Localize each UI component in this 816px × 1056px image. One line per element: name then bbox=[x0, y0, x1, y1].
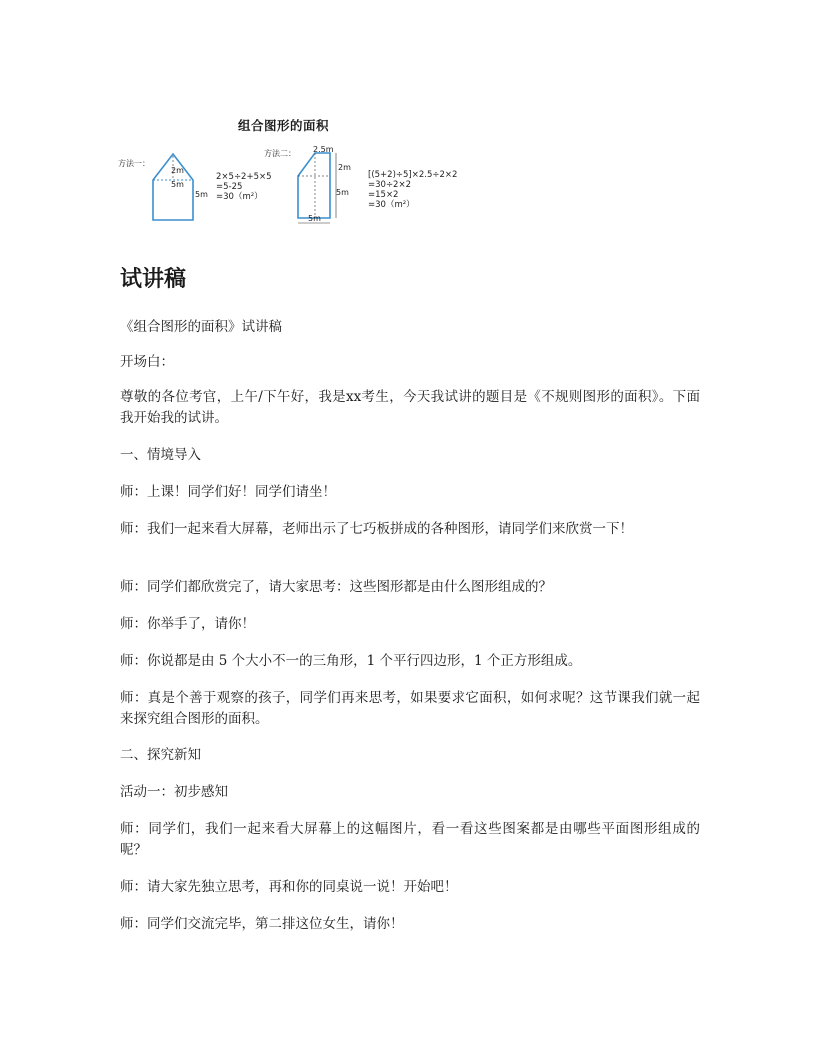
method2-calc-line: =15×2 bbox=[368, 190, 399, 200]
figure-title: 组合图形的面积 bbox=[238, 118, 330, 133]
paragraph: 师：上课！同学们好！同学们请坐！ bbox=[120, 484, 336, 500]
activity-label: 活动一：初步感知 bbox=[120, 784, 228, 800]
lesson-title: 《组合图形的面积》试讲稿 bbox=[120, 319, 282, 335]
opening-label: 开场白： bbox=[120, 354, 174, 370]
house-outline bbox=[298, 153, 330, 218]
method1-dim-middle: 5m bbox=[171, 180, 184, 189]
paragraph: 尊敬的各位考官，上午/下午好，我是xx考生，今天我试讲的题目是《不规则图形的面积》。下面我开始我的试讲。 bbox=[120, 389, 700, 426]
method2-calc-line: =30（m²） bbox=[368, 200, 415, 210]
method2-dim-right-top: 2m bbox=[338, 163, 351, 172]
paragraph: 师：请大家先独立思考，再和你的同桌说一说！开始吧！ bbox=[120, 879, 458, 895]
method1-calc bbox=[216, 172, 272, 202]
method2-dim-top: 2.5m bbox=[313, 145, 334, 154]
method2-dim-bottom: 5m bbox=[308, 214, 321, 223]
method2-calc-line: =30÷2×2 bbox=[368, 180, 411, 190]
method2-calc-line: [(5+2)÷5]×2.5÷2×2 bbox=[368, 170, 458, 180]
method1-dim-side: 5m bbox=[195, 190, 208, 199]
paragraph: 师：你说都是由 5 个大小不一的三角形，1 个平行四边形，1 个正方形组成。 bbox=[120, 653, 582, 669]
method2-label: 方法二： bbox=[264, 149, 296, 158]
method1-dim-top: 2m bbox=[171, 166, 184, 175]
composite-area-figure bbox=[118, 108, 468, 228]
section-heading: 一、情境导入 bbox=[120, 447, 201, 463]
paragraph: 师：你举手了，请你！ bbox=[120, 616, 255, 632]
section-heading: 二、探究新知 bbox=[120, 747, 201, 763]
paragraph: 师：同学们交流完毕，第二排这位女生，请你！ bbox=[120, 916, 404, 932]
method1-calc-line: =5-25 bbox=[216, 182, 243, 192]
paragraph: 师：同学们都欣赏完了，请大家思考：这些图形都是由什么图形组成的？ bbox=[120, 579, 552, 595]
method1-calc-line: 2×5÷2+5×5 bbox=[216, 172, 272, 182]
method1-label: 方法一： bbox=[118, 159, 150, 168]
document-heading: 试讲稿 bbox=[120, 267, 187, 292]
method2-dim-right: 5m bbox=[336, 188, 349, 197]
paragraph: 师：我们一起来看大屏幕，老师出示了七巧板拼成的各种图形，请同学们来欣赏一下！ bbox=[120, 521, 633, 537]
method1-calc-line: =30（m²） bbox=[216, 192, 263, 202]
method2-calc bbox=[368, 170, 457, 210]
paragraph: 师：同学们，我们一起来看大屏幕上的这幅图片，看一看这些图案都是由哪些平面图形组成的呢？ bbox=[120, 821, 700, 858]
paragraph: 师：真是个善于观察的孩子，同学们再来思考，如果要求它面积，如何求呢？这节课我们就一起来探究组合图形的面积。 bbox=[120, 690, 700, 727]
